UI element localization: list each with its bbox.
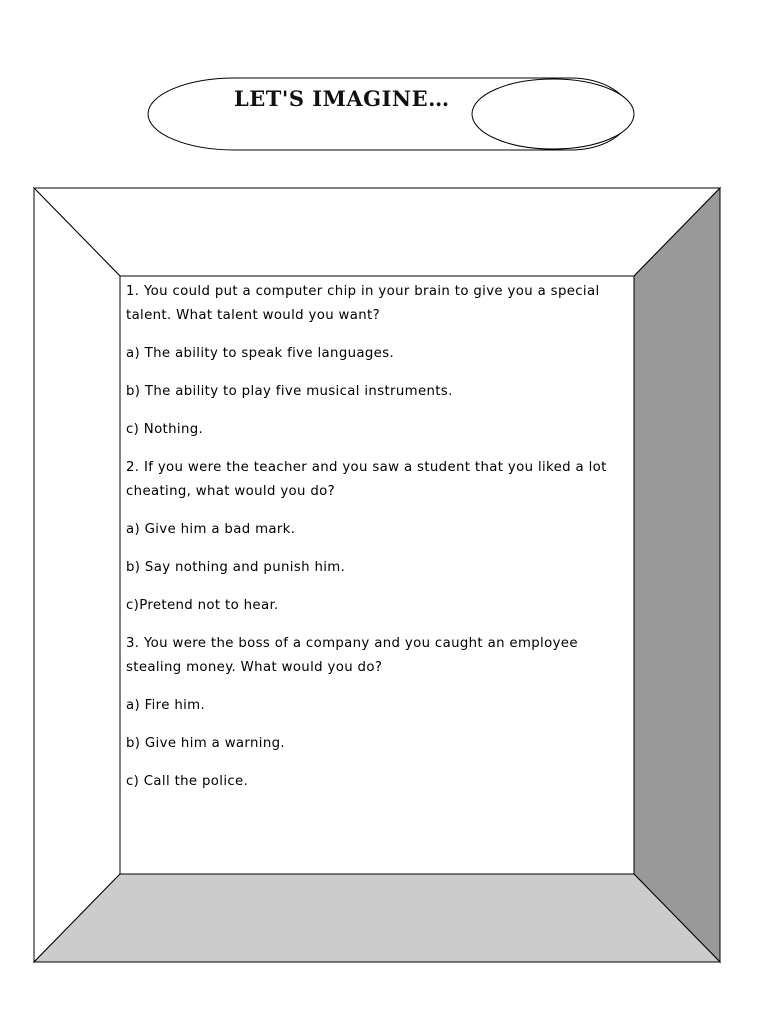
option-a: a) Fire him. bbox=[126, 698, 206, 713]
question-text: 2. If you were the teacher and you saw a student that you liked a lot cheating, what would you do? bbox=[126, 460, 607, 499]
question-text: 1. You could put a computer chip in your brain to give you a special talent. What talent would you want? bbox=[126, 284, 600, 323]
question-block-2 bbox=[126, 456, 630, 618]
option-a: a) The ability to speak five languages. bbox=[126, 346, 395, 361]
questions-content bbox=[126, 280, 630, 808]
question-block-1 bbox=[126, 280, 630, 442]
option-b: b) Say nothing and punish him. bbox=[126, 560, 346, 575]
option-b: b) Give him a warning. bbox=[126, 736, 285, 751]
question-block-3 bbox=[126, 632, 630, 794]
frame-top-bevel bbox=[34, 188, 720, 276]
frame-right-bevel bbox=[634, 188, 720, 962]
option-c: c) Call the police. bbox=[126, 774, 249, 789]
option-b: b) The ability to play five musical instruments. bbox=[126, 384, 453, 399]
page-title: LET'S IMAGINE… bbox=[234, 86, 450, 111]
frame-left-bevel bbox=[34, 188, 120, 962]
option-c: c)Pretend not to hear. bbox=[126, 598, 279, 613]
option-c: c) Nothing. bbox=[126, 422, 204, 437]
option-a: a) Give him a bad mark. bbox=[126, 522, 296, 537]
frame-bottom-bevel bbox=[34, 874, 720, 962]
question-text: 3. You were the boss of a company and you caught an employee stealing money. What would you do? bbox=[126, 636, 578, 675]
